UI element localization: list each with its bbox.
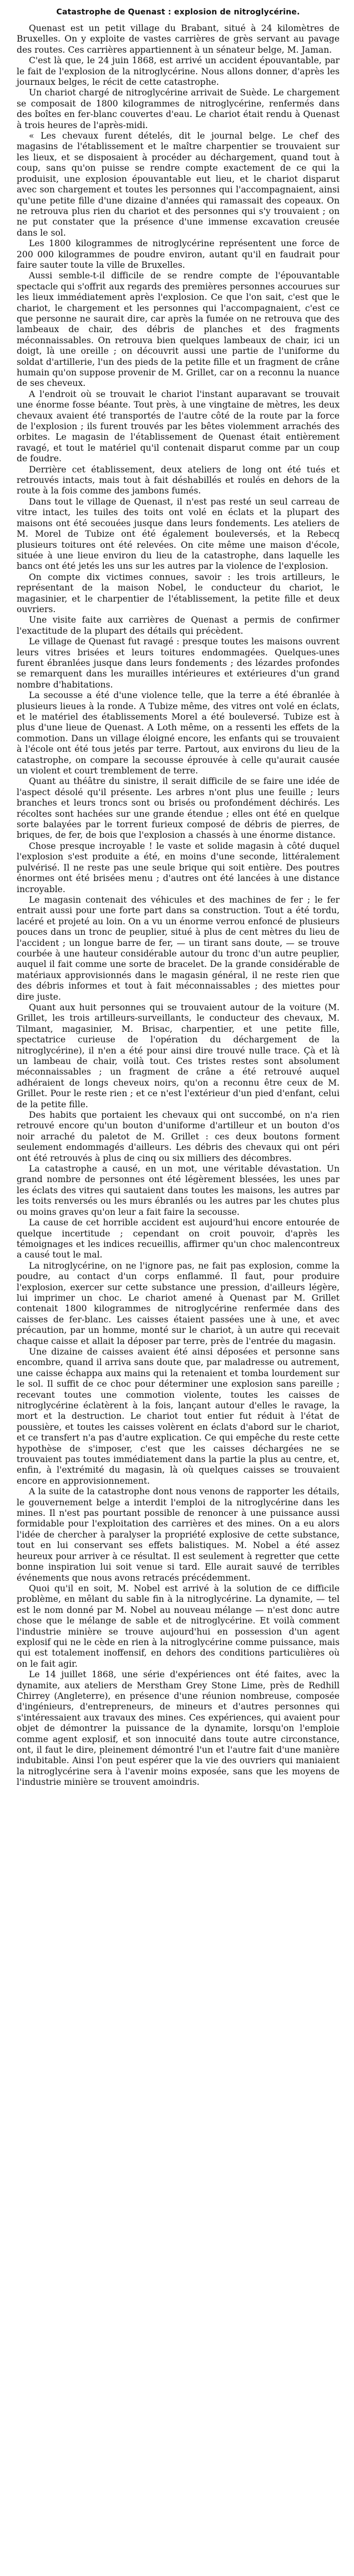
article-heading: Catastrophe de Quenast : explosion de nitroglycérine. [56,8,300,17]
article-paragraph: Des habits que portaient les chevaux qui ont succombé, on n'a rien retrouvé encore qu'un bouton d'uniforme d'artilleur et un bouton d'os noir arraché du paletot de M. Grillet : ces deux boutons forment seulement endommagés d'ailleurs. Les débris des chevaux qui ont péri ont été retrouvés à plus de cinq ou six milliers des décombres. [17,1110,340,1163]
article-paragraph: Quoi qu'il en soit, M. Nobel est arrivé à la solution de ce difficile problème, en mêlant du sable fin à la nitroglycérine. La dynamite, — tel est le nom donné par M. Nobel au nouveau mélange — n'est donc autre chose que le mélange de sable et de nitroglycérine. Et voilà comment l'industrie minière se trouve aujourd'hui en possession d'un agent explosif qui ne le cède en rien à la nitroglycérine comme puissance, mais qui est totalement inoffensif, en dehors des conditions particulières où on le fait agir. [17,1583,340,1669]
article-paragraph: Une dizaine de caisses avaient été ainsi déposées et personne sans encombre, quand il arriva sans doute que, par maladresse ou autrement, une caisse échappa aux mains qui la retenaient et tomba lourdement sur le sol. Il suffit de ce choc pour déterminer une explosion sans pareille ; recevant toutes une commotion violente, toutes les caisses de nitroglycérine éclatèrent à la fois, lançant autour d'elles le ravage, la mort et la destruction. Le chariot tout entier fut réduit à l'état de poussière, et toutes les caisses volèrent en éclats d'abord sur le chariot, et ce transfert n'a pas d'autre explication. Ce qui empêche du reste cette hypothèse de s'imposer, c'est que les caisses déchargées ne se trouvaient pas toutes immédiatement dans la partie la plus au centre, et, enfin, à l'extrémité du magasin, là où quelques caisses se trouvaient encore en approvisionnement. [17,1346,340,1486]
article-paragraph: Quenast est un petit village du Brabant, situé à 24 kilomètres de Bruxelles. On y exploite de vastes carrières de grès servant au pavage des routes. Ces carrières appartiennent à un sénateur belge, M. Jaman. [17,23,340,55]
article-paragraph: Le magasin contenait des véhicules et des machines de fer ; le fer entrait aussi pour une forte part dans sa construction. Tout a été tordu, lacéré et projeté au loin. On a vu un énorme verrou enfoncé de plusieurs pouces dans un tronc de peuplier, situé à plus de cent mètres du lieu de l'accident ; un longue barre de fer, — un tirant sans doute, — se trouve courbée à une hauteur considérable autour du tronc d'un autre peuplier, auquel il fait comme une sorte de bracelet. De la grande considérable de matériaux approvisionnés dans le magasin général, il ne reste rien que des débris informes et tout à fait méconnaissables ; des miettes pour dire juste. [17,894,340,1002]
article-paragraph: La catastrophe a causé, en un mot, une véritable dévastation. Un grand nombre de personnes ont été légèrement blessées, les unes par les éclats des vitres qui sautaient dans toutes les maisons, les autres par les toits renversés ou les murs ébranlés ou les autres par les chutes plus ou moins graves qu'on leur a fait faire la secousse. [17,1164,340,1217]
article-body [17,23,340,1788]
article-paragraph: Un chariot chargé de nitroglycérine arrivait de Suède. Le chargement se composait de 1800 kilogrammes de nitroglycérine, renfermés dans des boîtes en fer-blanc couvertes d'eau. Le chariot était rendu à Quenast à trois heures de l'après-midi. [17,88,340,130]
article-paragraph: Le 14 juillet 1868, une série d'expériences ont été faites, avec la dynamite, aux ateliers de Merstham Grey Stone Lime, près de Redhill Chirrey (Angleterre), en présence d'une réunion nombreuse, composée d'ingénieurs, d'entrepreneurs, de mineurs et d'autres personnes qui s'intéressaient aux travaux des mines. Ces expériences, qui avaient pour objet de démontrer la puissance de la dynamite, lorsqu'on l'emploie comme agent explosif, et son innocuité dans toute autre circonstance, ont, il faut le dire, pleinement démontré l'un et l'autre fait d'une manière indubitable. Ainsi l'on peut espérer que la vie des ouvriers qui maniaient la nitroglycérine sera à l'avenir moins exposée, sans que les moyens de l'industrie minière se trouvent amoindris. [17,1669,340,1788]
article-paragraph: Les 1800 kilogrammes de nitroglycérine représentent une force de 200 000 kilogrammes de poudre environ, autant qu'il en faudrait pour faire sauter toute la ville de Bruxelles. [17,238,340,270]
article-paragraph: La secousse a été d'une violence telle, que la terre a été ébranlée à plusieurs lieues à la ronde. A Tubize même, des vitres ont volé en éclats, et le matériel des établissements Morel a été bouleversé. Tubize est à plus d'une lieue de Quenast. A Loth même, on a ressenti les effets de la commotion. Dans un village éloigné encore, les enfants qui se trouvaient à l'école ont été tous jetés par terre. Partout, aux environs du lieu de la catastrophe, on compare la secousse éprouvée à celle qu'aurait causée un violent et court tremblement de terre. [17,690,340,776]
article-paragraph: Le village de Quenast fut ravagé : presque toutes les maisons ouvrent leurs vitres brisées et leurs toitures endommagées. Quelques-unes furent ébranlées jusque dans leurs fondements ; des lézardes profondes se remarquent dans les murailles intérieures et extérieures d'un grand nombre d'habitations. [17,637,340,690]
article-paragraph: Chose presque incroyable ! le vaste et solide magasin à côté duquel l'explosion s'est produite a été, en moins d'une seconde, littéralement pulvérisé. Il ne reste pas une seule brique qui soit entière. Des poutres énormes ont été brisées menu ; d'autres ont été lancées à une distance incroyable. [17,841,340,894]
article-paragraph: Quant aux huit personnes qui se trouvaient autour de la voiture (M. Grillet, les trois artilleurs-surveillants, le conducteur des chevaux, M. Tilmant, magasinier, M. Brisac, charpentier, et une petite fille, spectatrice curieuse de l'opération du déchargement de la nitroglycérine), il n'en a été pour ainsi dire trouvé nulle trace. Çà et là un lambeau de chair, voilà tout. Ces tristes restes sont absolument méconnaissables ; un fragment de crâne a été retrouvé auquel adhéraient de longs cheveux noirs, qu'on a reconnu être ceux de M. Grillet. Pour le reste rien ; et ce n'est l'extérieur d'un pied d'enfant, celui de la petite fille. [17,1002,340,1109]
article-paragraph: Une visite faite aux carrières de Quenast a permis de confirmer l'exactitude de la plupart des détails qui précèdent. [17,615,340,636]
article-paragraph: On compte dix victimes connues, savoir : les trois artilleurs, le représentant de la maison Nobel, le conducteur du chariot, le magasinier, et le charpentier de l'établissement, la petite fille et deux ouvriers. [17,572,340,614]
article-paragraph: Quant au théâtre du sinistre, il serait difficile de se faire une idée de l'aspect désolé qu'il présente. Les arbres n'ont plus une feuille ; leurs branches et leurs troncs sont ou brisés ou profondément déchirés. Les récoltes sont hachées sur une grande étendue ; elles ont été en quelque sorte balayées par le torrent furieux composé de débris de pierres, de briques, de fer, de bois que l'explosion a chassés à une énorme distance. [17,776,340,841]
article-paragraph: A l'endroit où se trouvait le chariot l'instant auparavant se trouvait une énorme fosse béante. Tout près, à une vingtaine de mètres, les deux chevaux avaient été transportés de l'autre côté de la route par la force de l'explosion ; ils furent trouvés par les bêtes violemment arrachés des orbites. Le magasin de l'établissement de Quenast était entièrement ravagé, et tout le matériel qu'il contenait disparut comme par un coup de foudre. [17,389,340,464]
article-paragraph: Dans tout le village de Quenast, il n'est pas resté un seul carreau de vitre intact, les tuiles des toits ont volé en éclats et la plupart des maisons ont été secouées jusque dans leurs fondements. Les ateliers de M. Morel de Tubize ont été également bouleversés, et la Rebecq plusieurs toitures ont été relevées. On cite même une maison d'école, située à une lieue environ du lieu de la catastrophe, dans laquelle les bancs ont été jetés les uns sur les autres par la violence de l'explosion. [17,496,340,572]
article-paragraph: Derrière cet établissement, deux ateliers de long ont été tués et retrouvés intacts, mais tout à fait déshabillés et roulés en dehors de la route à la fois comme des jambons fumés. [17,464,340,496]
article-paragraph: A la suite de la catastrophe dont nous venons de rapporter les détails, le gouvernement belge a interdit l'emploi de la nitroglycérine dans les mines. Il n'est pas pourtant possible de renoncer à une puissance aussi formidable pour l'exploitation des carrières et des mines. On a eu alors l'idée de chercher à paralyser la propriété explosive de cette substance, tout en lui conservant ses effets balistiques. M. Nobel a été assez heureux pour arriver à ce résultat. Il est seulement à regretter que cette bonne inspiration lui soit venue si tard. Elle aurait sauvé de terribles événements que nous avons retracés précédemment. [17,1486,340,1583]
article-paragraph: La nitroglycérine, on ne l'ignore pas, ne fait pas explosion, comme la poudre, au contact d'un corps enflammé. Il faut, pour produire l'explosion, exercer sur cette substance une pression, d'ailleurs légère, lui imprimer un choc. Le chariot amené à Quenast par M. Grillet contenait 1800 kilogrammes de nitroglycérine renfermée dans des caisses de fer-blanc. Les caisses étaient passées une à une, et avec précaution, par un homme, monté sur le chariot, à un autre qui recevait chaque caisse et allait la déposer par terre, près de l'entrée du magasin. [17,1260,340,1346]
article-paragraph: « Les chevaux furent dételés, dit le journal belge. Le chef des magasins de l'établissement et le maître charpentier se trouvaient sur les lieux, et se disposaient à procéder au déchargement, quand tout à coup, sans qu'on puisse se rendre compte exactement de ce qui la produisit, une explosion épouvantable eut lieu, et le chariot disparut avec son chargement et toutes les personnes qui l'accompagnaient, ainsi qu'une petite fille d'une dizaine d'années qui ramassait des copeaux. On ne retrouva plus rien du chariot et des personnes qui s'y trouvaient ; on ne put constater que la présence d'une immense excavation creusée dans le sol. [17,131,340,238]
article-paragraph: La cause de cet horrible accident est aujourd'hui encore entourée de quelque incertitude ; cependant on croit pouvoir, d'après les témoignages et les indices recueillis, affirmer qu'un choc malencontreux a causé tout le mal. [17,1218,340,1260]
article-paragraph: C'est là que, le 24 juin 1868, est arrivé un accident épouvantable, par le fait de l'explosion de la nitroglycérine. Nous allons donner, d'après les journaux belges, le récit de cette catastrophe. [17,55,340,88]
article-paragraph: Aussi semble-t-il difficile de se rendre compte de l'épouvantable spectacle qui s'offrit aux regards des premières personnes accourues sur les lieux immédiatement après l'explosion. Ce que l'on sait, c'est que le chariot, le chargement et les personnes qui l'accompagnaient, c'est ce que personne ne saurait dire, car après la fumée on ne retrouva que des lambeaux de chair, des débris de planches et des fragments méconnaissables. On retrouva bien quelques lambeaux de chair, ici un doigt, là une oreille ; on découvrit aussi une partie de l'uniforme du soldat d'artillerie, l'un des pieds de la petite fille et un fragment de crâne humain qu'on suppose provenir de M. Grillet, car on a reconnu la nuance de ses cheveux. [17,271,340,389]
